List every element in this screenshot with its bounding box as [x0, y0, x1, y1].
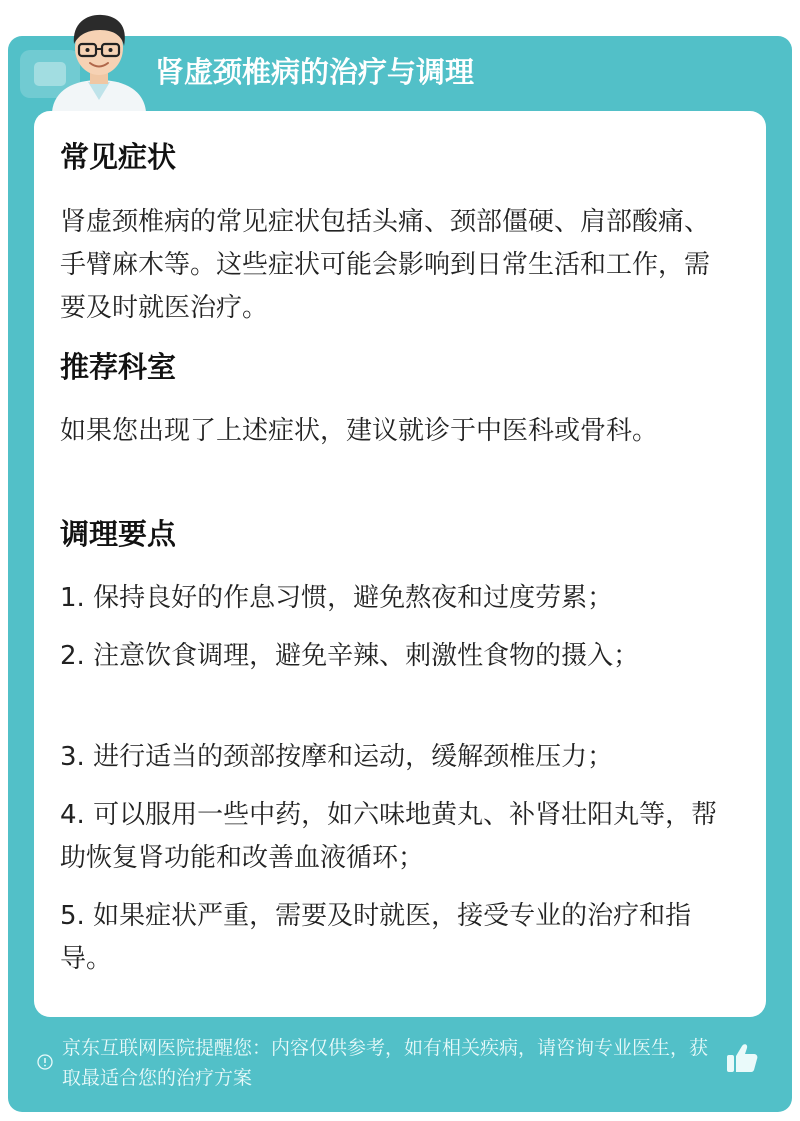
thumbs-up-icon[interactable]: [724, 1040, 760, 1076]
department-text: 如果您出现了上述症状，建议就诊于中医科或骨科。: [60, 416, 659, 446]
disclaimer-notice: 京东互联网医院提醒您：内容仅供参考，如有相关疾病，请咨询专业医生，获取最适合您的治疗方案: [62, 1037, 709, 1089]
section-title-department: 推荐科室: [60, 350, 177, 384]
page-title: 肾虚颈椎病的治疗与调理: [155, 55, 475, 89]
info-icon: [37, 1054, 53, 1070]
list-item: 2. 注意饮食调理，避免辛辣、刺激性食物的摄入；: [60, 641, 640, 671]
list-item: 4. 可以服用一些中药，如六味地黄丸、补肾壮阳丸等，帮助恢复肾功能和改善血液循环；: [60, 800, 718, 873]
content-card: [34, 111, 766, 1017]
list-item: 5. 如果症状严重，需要及时就医，接受专业的治疗和指导。: [60, 901, 692, 974]
section-title-symptoms: 常见症状: [60, 140, 177, 174]
list-item: 3. 进行适当的颈部按摩和运动，缓解颈椎压力；: [60, 742, 614, 772]
section-title-care: 调理要点: [60, 517, 177, 551]
symptoms-text: 肾虚颈椎病的常见症状包括头痛、颈部僵硬、肩部酸痛、手臂麻木等。这些症状可能会影响到日常生活和工作，需要及时就医治疗。: [60, 207, 711, 323]
doctor-avatar-icon: [44, 8, 154, 112]
list-item: 1. 保持良好的作息习惯，避免熬夜和过度劳累；: [60, 583, 614, 613]
